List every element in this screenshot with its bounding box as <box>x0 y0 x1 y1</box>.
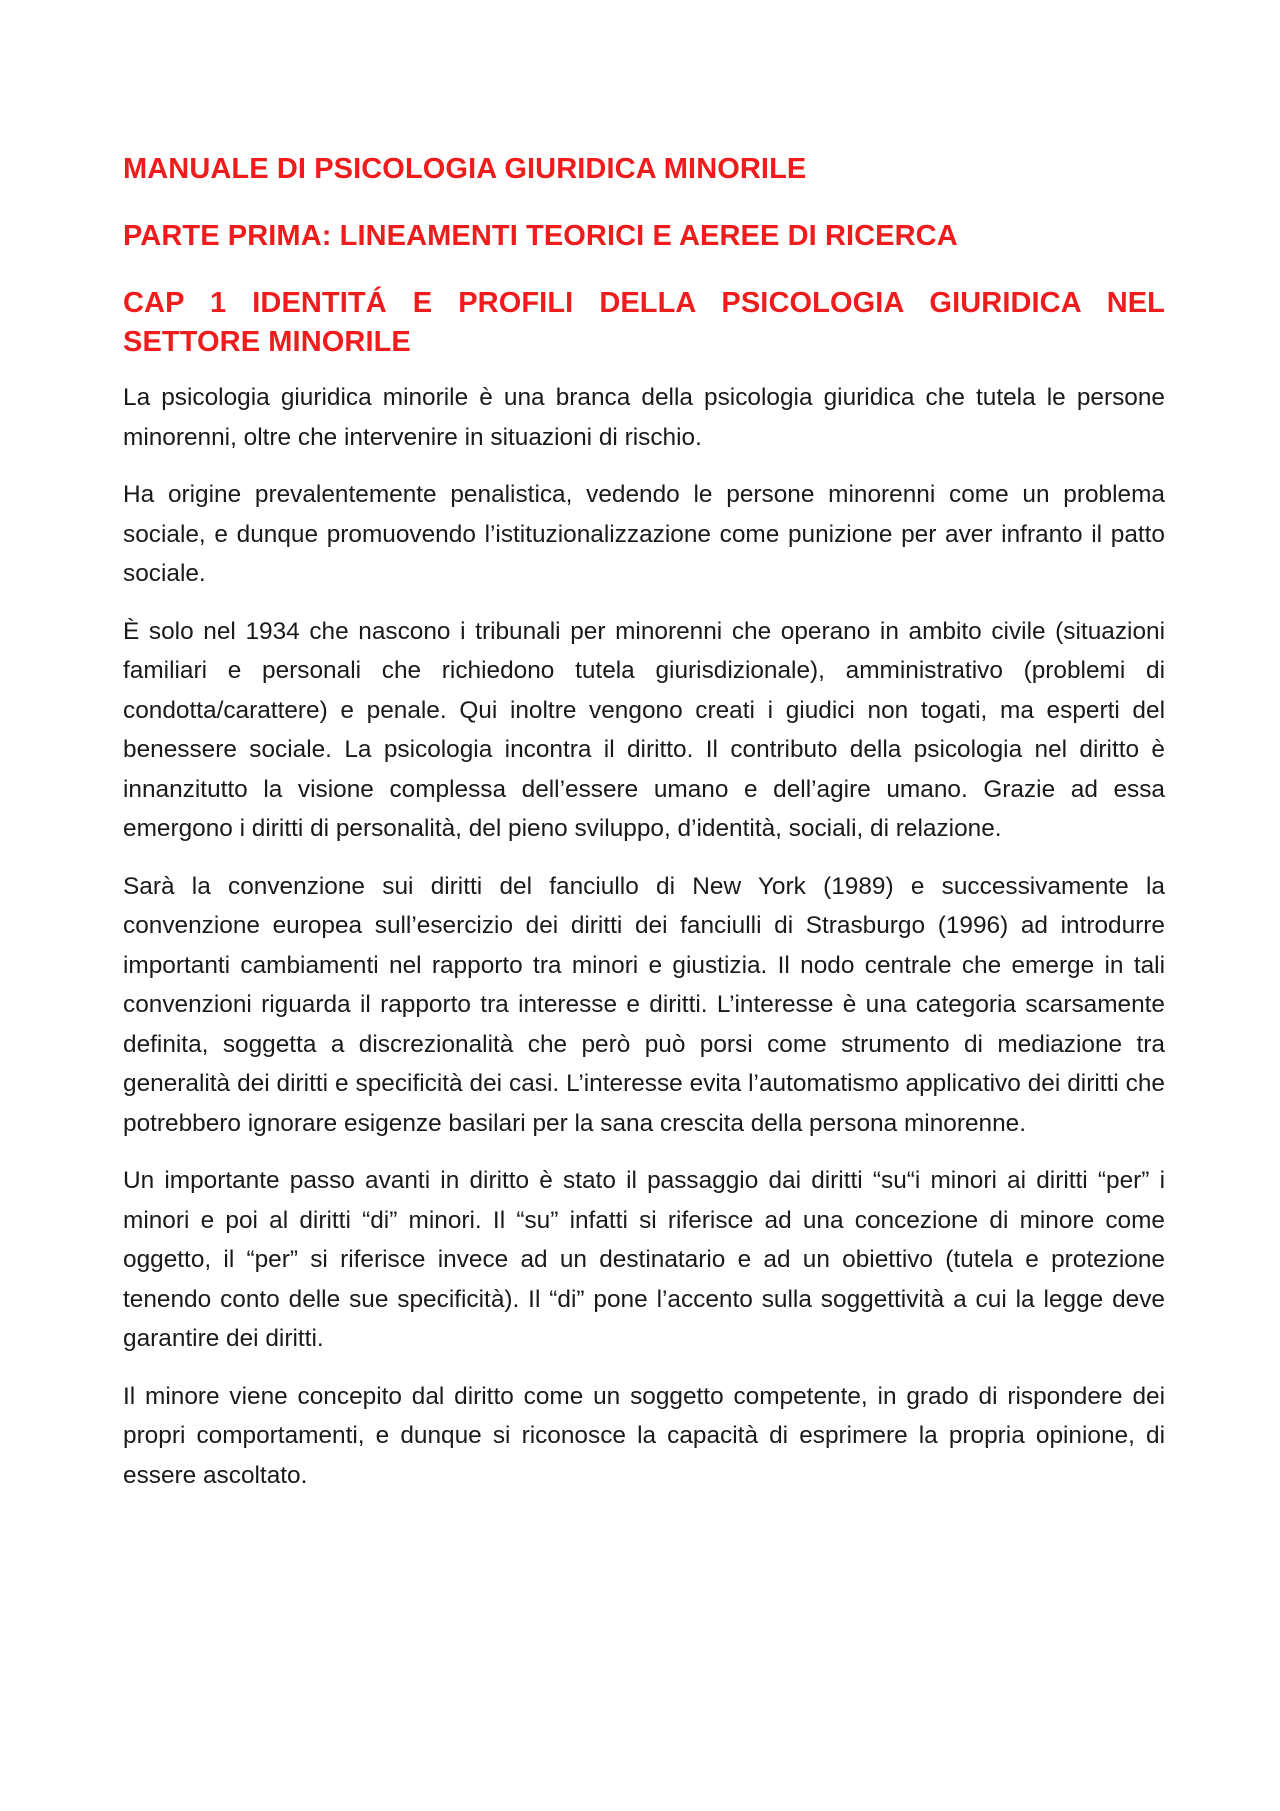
paragraph-2: Ha origine prevalentemente penalistica, vedendo le persone minorenni come un problema sociale, e dunque promuovendo l’istituzionalizzazione come punizione per aver infranto il patto sociale. <box>123 481 1165 587</box>
paragraph-1: La psicologia giuridica minorile è una branca della psicologia giuridica che tutela le persone minorenni, oltre che intervenire in situazioni di rischio. <box>123 384 1165 451</box>
document-page <box>123 150 1165 1513</box>
paragraph-4: Sarà la convenzione sui diritti del fanciullo di New York (1989) e successivamente la convenzione europea sull’esercizio dei diritti dei fanciulli di Strasburgo (1996) ad introdurre importanti cambiamenti nel rapporto tra minori e giustizia. Il nodo centrale che emerge in tali convenzioni riguarda il rapporto tra interesse e diritti. L’interesse è una categoria scarsamente definita, soggetta a discrezionalità che però può porsi come strumento di mediazione tra generalità dei diritti e specificità dei casi. L’interesse evita l’automatismo applicativo dei diritti che potrebbero ignorare esigenze basilari per la sana crescita della persona minorenne. <box>123 872 1165 1137</box>
paragraph-6: Il minore viene concepito dal diritto come un soggetto competente, in grado di rispondere dei propri comportamenti, e dunque si riconosce la capacità di esprimere la propria opinione, di essere ascoltato. <box>123 1382 1165 1489</box>
part-heading: PARTE PRIMA: LINEAMENTI TEORICI E AEREE DI RICERCA <box>123 220 958 252</box>
document-title: MANUALE DI PSICOLOGIA GIURIDICA MINORILE <box>123 153 807 185</box>
paragraph-3: È solo nel 1934 che nascono i tribunali per minorenni che operano in ambito civile (situazioni familiari e personali che richiedono tutela giurisdizionale), amministrativo (problemi di condotta/carattere) e penale. Qui inoltre vengono creati i giudici non togati, ma esperti del benessere sociale. La psicologia incontra il diritto. Il contributo della psicologia nel diritto è innanzitutto la visione complessa dell’essere umano e dell’agire umano. Grazie ad essa emergono i diritti di personalità, del pieno sviluppo, d’identità, sociali, di relazione. <box>123 617 1165 842</box>
chapter-heading: CAP 1 IDENTITÁ E PROFILI DELLA PSICOLOGIA GIURIDICA NEL SETTORE MINORILE <box>123 287 1165 358</box>
paragraph-5: Un importante passo avanti in diritto è stato il passaggio dai diritti “su“i minori ai diritti “per” i minori e poi al diritti “di” minori. Il “su” infatti si riferisce ad una concezione di minore come oggetto, il “per” si riferisce invece ad un destinatario e ad un obiettivo (tutela e protezione tenendo conto delle sue specificità). Il “di” pone l’accento sulla soggettività a cui la legge deve garantire dei diritti. <box>123 1167 1165 1352</box>
